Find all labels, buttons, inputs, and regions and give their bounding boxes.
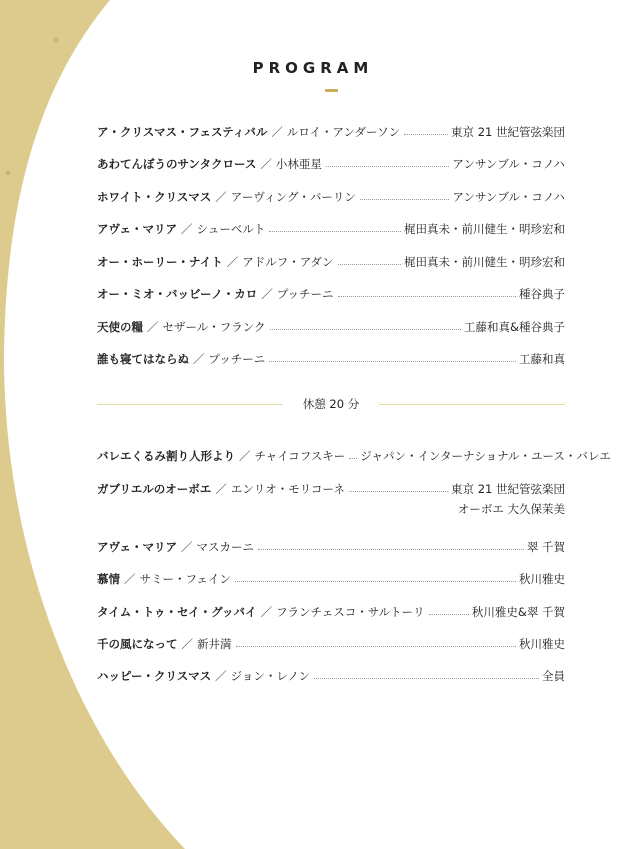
song-title: 千の風になって	[97, 637, 178, 651]
dot-leader	[349, 491, 448, 492]
dot-leader	[269, 231, 401, 232]
dot-leader	[270, 329, 461, 330]
performer: 秋川雅史&翠 千賀	[471, 605, 565, 619]
divider-line-right	[379, 404, 565, 405]
separator: ／	[193, 352, 205, 366]
song-title: ハッピー・クリスマス	[97, 669, 212, 683]
program-row	[97, 283, 565, 301]
separator: ／	[226, 255, 239, 269]
program-row	[97, 186, 565, 204]
performer: 東京 21 世紀管弦楽団	[451, 482, 565, 496]
song-title: オー・ミオ・バッビーノ・カロ	[97, 287, 258, 301]
composer: プッチーニ	[276, 287, 334, 301]
separator: ／	[215, 190, 227, 204]
page-title: PROGRAM	[252, 59, 374, 77]
separator: ／	[239, 449, 251, 463]
intermission-label: 休憩 20 分	[302, 397, 360, 411]
song-title: 誰も寝てはならぬ	[97, 352, 189, 366]
dot-leader	[338, 296, 516, 297]
separator: ／	[260, 605, 273, 619]
performer: ジャパン・インターナショナル・ユース・バレエ	[360, 449, 611, 463]
program-row	[97, 665, 565, 683]
performer: 梶田真未・前川健生・明珍宏和	[404, 222, 565, 236]
dot-leader	[326, 166, 450, 167]
program-row	[97, 153, 565, 171]
intermission-divider	[97, 396, 565, 412]
composer: ジョン・レノン	[230, 669, 310, 683]
program-row	[97, 633, 565, 651]
composer: ルロイ・アンダーソン	[286, 125, 401, 139]
program-row	[97, 568, 565, 586]
composer: フランチェスコ・サルトーリ	[276, 605, 425, 619]
song-title: あわてんぼうのサンタクロース	[97, 157, 257, 171]
program-row	[97, 121, 565, 139]
separator: ／	[215, 482, 227, 496]
composer: マスカーニ	[196, 540, 255, 554]
program-row	[97, 316, 565, 334]
song-title: バレエくるみ割り人形より	[97, 449, 235, 463]
performer: 秋川雅史	[519, 572, 565, 586]
song-title: ア・クリスマス・フェスティバル	[97, 125, 268, 139]
dot-leader	[338, 264, 401, 265]
song-title: オー・ホーリー・ナイト	[97, 255, 223, 269]
program-row	[97, 601, 565, 619]
composer: アドルフ・アダン	[242, 255, 334, 269]
separator: ／	[181, 222, 193, 236]
dot-leader	[258, 549, 524, 550]
gold-speck	[54, 38, 59, 43]
separator: ／	[260, 157, 272, 171]
dot-leader	[314, 678, 539, 679]
separator: ／	[261, 287, 273, 301]
song-title: アヴェ・マリア	[97, 540, 178, 554]
composer: アーヴィング・バーリン	[230, 190, 356, 204]
separator: ／	[215, 669, 227, 683]
performer: 全員	[542, 669, 565, 683]
performer: アンサンブル・コノハ	[452, 190, 565, 204]
separator: ／	[124, 572, 136, 586]
performer: 東京 21 世紀管弦楽団	[451, 125, 565, 139]
dot-leader	[349, 458, 357, 459]
song-title: ガブリエルのオーボエ	[97, 482, 212, 496]
program-row	[97, 251, 565, 269]
dot-leader	[404, 134, 448, 135]
program-row	[97, 218, 565, 236]
program-row	[97, 348, 565, 366]
dot-leader	[360, 199, 449, 200]
separator: ／	[271, 125, 283, 139]
song-title: ホワイト・クリスマス	[97, 190, 212, 204]
performer: 梶田真未・前川健生・明珍宏和	[404, 255, 565, 269]
divider-line-left	[97, 404, 283, 405]
song-title: 天使の糧	[97, 320, 143, 334]
composer: シューベルト	[196, 222, 266, 236]
composer: チャイコフスキー	[254, 449, 346, 463]
performer: 工藤和真	[519, 352, 565, 366]
performer: アンサンブル・コノハ	[452, 157, 565, 171]
composer: エンリオ・モリコーネ	[230, 482, 345, 496]
title-underline	[325, 89, 338, 92]
composer: 新井満	[197, 637, 232, 651]
dot-leader	[235, 581, 516, 582]
composer: セザール・フランク	[162, 320, 266, 334]
gold-speck	[6, 171, 11, 176]
dot-leader	[236, 646, 517, 647]
program-row	[97, 536, 565, 554]
composer: サミー・フェイン	[139, 572, 231, 586]
program-row	[97, 478, 565, 496]
separator: ／	[181, 637, 193, 651]
performer: 秋川雅史	[519, 637, 565, 651]
song-title: アヴェ・マリア	[97, 222, 178, 236]
dot-leader	[269, 361, 516, 362]
performer: 種谷典子	[519, 287, 565, 301]
program-row	[97, 445, 611, 463]
composer: 小林亜星	[275, 157, 322, 171]
performer: 翠 千賀	[526, 540, 565, 554]
separator: ／	[181, 540, 193, 554]
dot-leader	[429, 614, 469, 615]
separator: ／	[147, 320, 159, 334]
song-title: タイム・トゥ・セイ・グッバイ	[97, 605, 257, 619]
song-title: 慕情	[97, 572, 120, 586]
composer: プッチーニ	[208, 352, 266, 366]
performer: 工藤和真&種谷典子	[464, 320, 565, 334]
performer-secondary: オーボエ 大久保茉美	[457, 502, 565, 516]
